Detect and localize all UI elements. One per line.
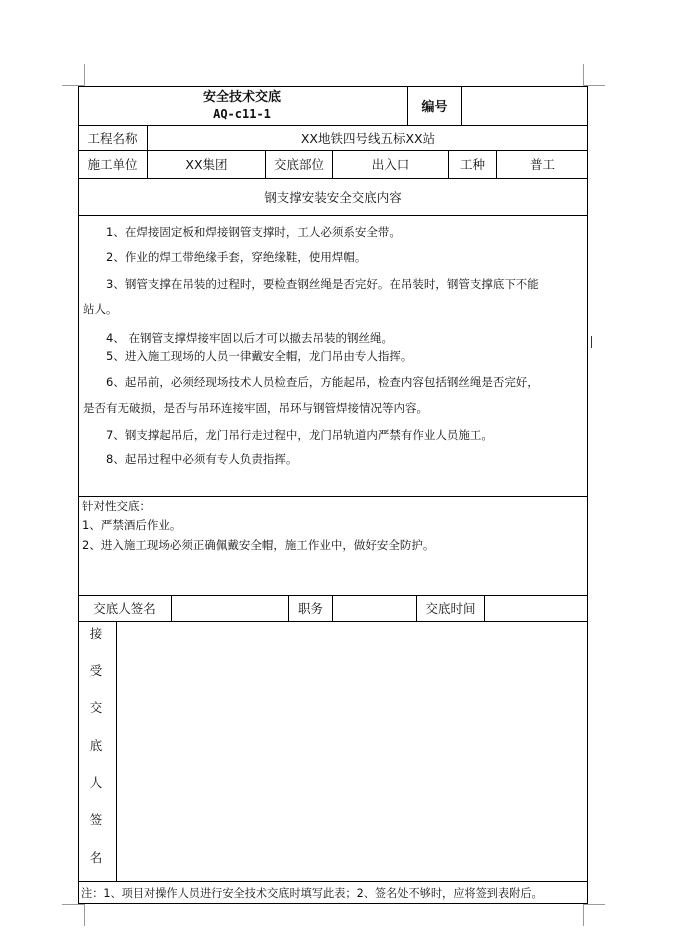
time-value[interactable]	[485, 595, 588, 621]
unit-value[interactable]: XX集团	[185, 157, 228, 172]
crop-mark	[583, 904, 605, 905]
unit-label: 施工单位	[87, 157, 138, 172]
form-title: 安全技术交底	[202, 90, 281, 105]
section-title: 钢支撑安装安全交底内容	[264, 190, 402, 205]
row-divider	[78, 215, 588, 216]
number-label: 编号	[421, 100, 448, 115]
targeted-line: 2、进入施工现场必须正确佩戴安全帽，施工作业中，做好安全防护。	[82, 538, 435, 552]
position-label: 职务	[297, 601, 323, 616]
content-line: 1、在焊接固定板和焊接钢管支撑时，工人必须系安全带。	[106, 225, 401, 239]
crop-mark	[84, 904, 85, 926]
content-line: 是否有无破损，是否与吊环连接牢固，吊环与钢管焊接情况等内容。	[83, 401, 428, 415]
text-cursor	[591, 336, 592, 348]
number-value[interactable]	[462, 86, 588, 125]
row-divider	[78, 881, 588, 882]
content-line: 4、 在钢管支撑焊接牢固以后才可以撤去吊装的钢丝绳。	[106, 331, 393, 345]
targeted-title: 针对性交底：	[82, 499, 151, 513]
receiver-sign-area[interactable]	[117, 622, 588, 881]
content-line: 3、钢管支撑在吊装的过程时，要检查钢丝绳是否完好。在吊装时，钢管支撑底下不能	[106, 277, 539, 291]
crop-mark	[84, 64, 85, 86]
sign-label: 交底人签名	[93, 601, 156, 616]
trade-value[interactable]: 普工	[529, 157, 555, 172]
position-value[interactable]	[333, 595, 416, 621]
crop-mark	[583, 64, 584, 86]
receiver-label-char: 人	[89, 775, 103, 790]
footer-note: 注：1、项目对操作人员进行安全技术交底时填写此表；2、签名处不够时，应将签到表附后。	[81, 887, 543, 900]
content-line: 5、进入施工现场的人员一律戴安全帽，龙门吊由专人指挥。	[106, 349, 413, 363]
row-divider	[78, 496, 588, 497]
sign-value[interactable]	[172, 595, 288, 621]
content-line: 站人。	[83, 302, 118, 316]
crop-mark	[583, 904, 584, 926]
location-label: 交底部位	[273, 157, 324, 172]
receiver-label-char: 受	[89, 663, 103, 678]
receiver-label-char: 名	[89, 850, 103, 865]
receiver-label-char: 签	[89, 812, 103, 827]
location-value[interactable]: 出入口	[371, 157, 410, 172]
project-label: 工程名称	[87, 130, 138, 146]
content-line: 2、作业的焊工带绝缘手套，穿绝缘鞋，使用焊帽。	[106, 250, 367, 264]
crop-mark	[62, 904, 84, 905]
project-value[interactable]: XX地铁四号线五标XX站	[300, 130, 436, 146]
receiver-label-char: 交	[89, 700, 103, 715]
form-code: AQ-c11-1	[213, 106, 271, 121]
targeted-line: 1、严禁酒后作业。	[82, 518, 182, 532]
trade-label: 工种	[459, 157, 485, 172]
content-line: 6、起吊前，必须经现场技术人员检查后，方能起吊，检查内容包括钢丝绳是否完好，	[106, 375, 539, 389]
time-label: 交底时间	[425, 601, 476, 616]
content-line: 8、起吊过程中必须有专人负责指挥。	[106, 452, 298, 466]
receiver-label-char: 接	[89, 626, 103, 641]
receiver-label-char: 底	[89, 738, 103, 753]
content-line: 7、钢支撑起吊后，龙门吊行走过程中，龙门吊轨道内严禁有作业人员施工。	[106, 428, 493, 442]
